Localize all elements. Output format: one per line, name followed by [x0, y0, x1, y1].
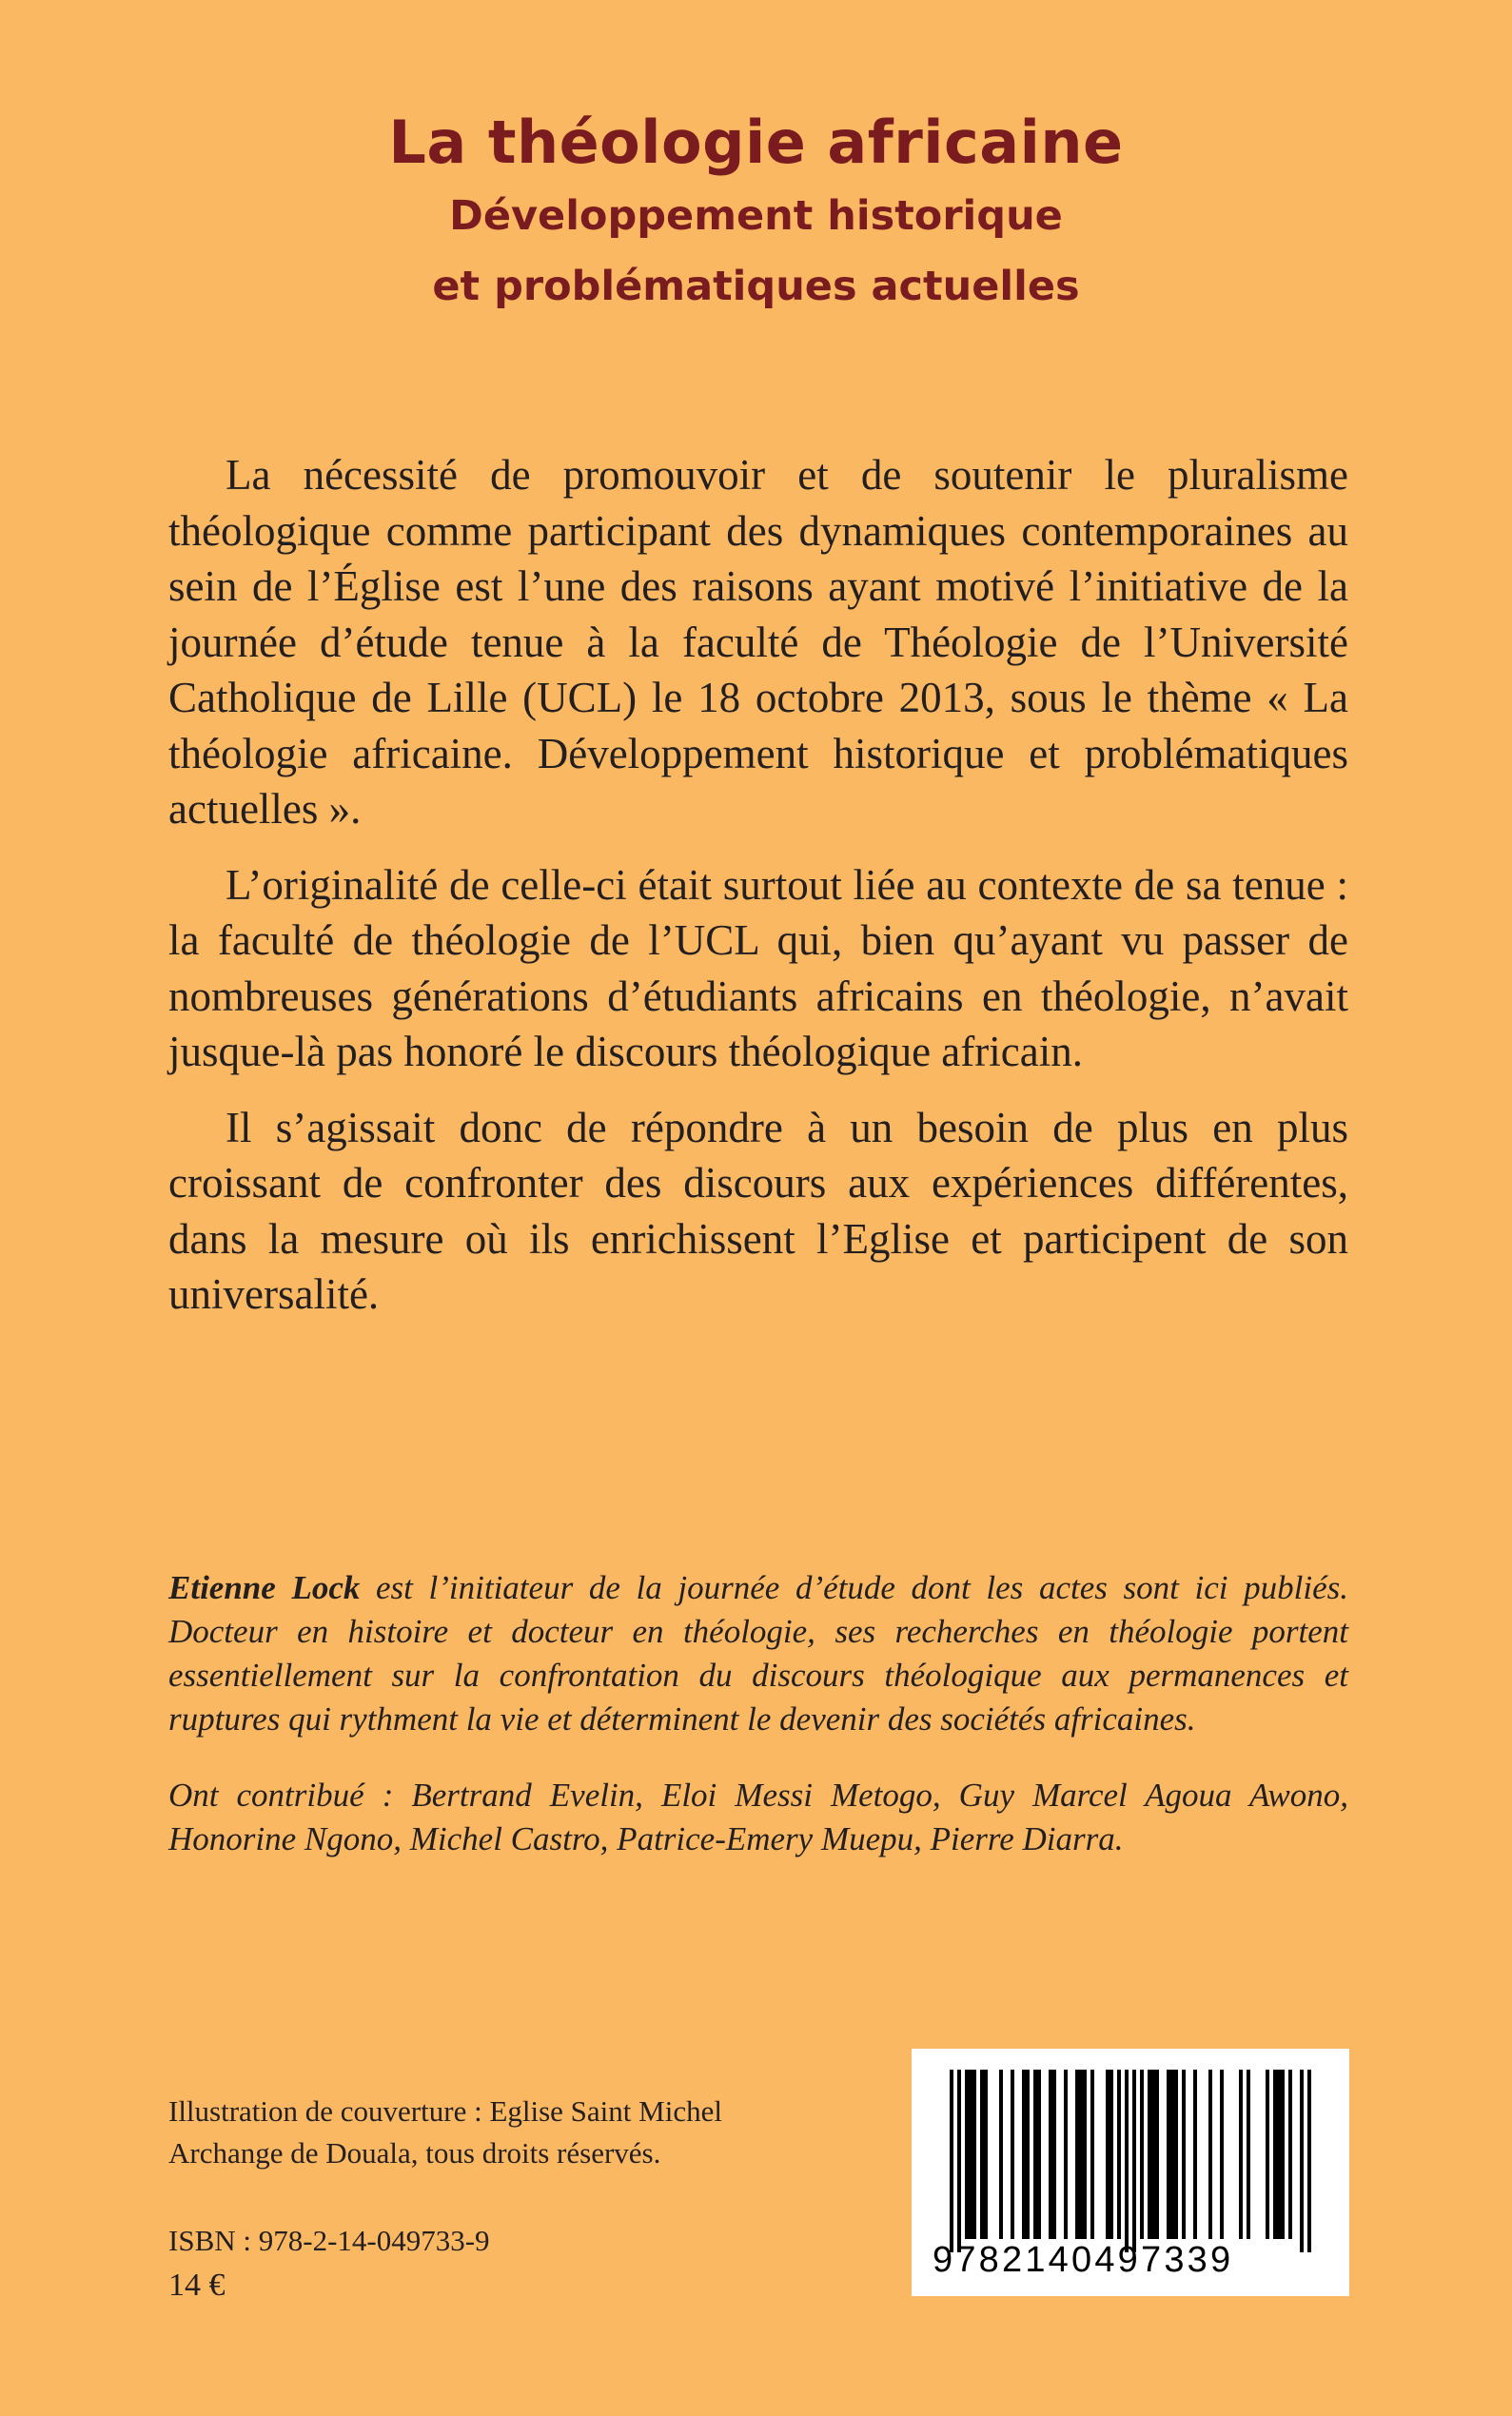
barcode-bar [1300, 2070, 1304, 2252]
barcode-bar [1151, 2070, 1155, 2239]
barcode [912, 2049, 1349, 2296]
barcode-bar [1307, 2070, 1311, 2252]
barcode-bar [1167, 2070, 1170, 2239]
barcode-bar [1033, 2070, 1037, 2239]
barcode-bar [1117, 2070, 1121, 2239]
barcode-bar [980, 2070, 984, 2239]
book-subtitle-line-2: et problématiques actuelles [432, 263, 1080, 310]
barcode-digits: 9782140497339 [933, 2240, 1234, 2280]
barcode-bar [950, 2070, 953, 2252]
barcode-bar [984, 2070, 988, 2239]
barcode-bar [1064, 2070, 1068, 2239]
barcode-bar [1026, 2070, 1030, 2239]
barcode-bar [1281, 2070, 1285, 2239]
barcode-bar [1083, 2070, 1087, 2239]
barcode-bar [957, 2070, 961, 2252]
barcode-bar [1193, 2070, 1197, 2239]
barcode-bar [969, 2070, 972, 2239]
blurb-paragraph-3: Il s’agissait donc de répondre à un besoin de plus en plus croissant de confronter des discours aux expériences différentes, dans la mesure où ils enrichissent l’Eglise et participent de son universalité. [168, 1103, 1348, 1318]
author-bio [168, 1566, 1348, 1741]
barcode-bar [1109, 2070, 1113, 2239]
barcode-bar [1239, 2070, 1243, 2239]
barcode-bar [1132, 2070, 1136, 2252]
barcode-bar [1266, 2070, 1269, 2239]
contributors: Ont contribué : Bertrand Evelin, Eloi Messi Metogo, Guy Marcel Agoua Awono, Honorine Ngono, Michel Castro, Patrice-Emery Muepu, Pierre Diarra. [168, 1777, 1348, 1857]
barcode-bar [1170, 2070, 1174, 2239]
barcode-bar [1079, 2070, 1083, 2239]
barcode-bar [1288, 2070, 1292, 2239]
barcode-bar [1220, 2070, 1224, 2239]
barcode-bar [1011, 2070, 1014, 2239]
illustration-credit-line-2: Archange de Douala, tous droits réservés. [168, 2136, 661, 2170]
barcode-bar [1037, 2070, 1041, 2239]
title-block [0, 105, 1512, 322]
barcode-bar [1277, 2070, 1281, 2239]
barcode-bar [1148, 2070, 1151, 2239]
book-title: La théologie africaine [388, 108, 1124, 177]
illustration-credit [168, 2091, 835, 2174]
blurb-paragraph-2: L’originalité de celle-ci était surtout liée au contexte de sa tenue : la faculté de théologie de l’UCL qui, bien qu’ayant vu passer de nombreuses générations d’étudiants africains en théologie, n’avait jusque-là pas honoré le discours théologique africain. [168, 860, 1348, 1075]
barcode-bar [1090, 2070, 1094, 2239]
barcode-bar [1182, 2070, 1186, 2239]
barcode-bar [1052, 2070, 1056, 2239]
author-name: Etienne Lock [168, 1569, 361, 1606]
barcode-bar [1075, 2070, 1079, 2239]
book-subtitle-line-1: Développement historique [449, 192, 1063, 240]
barcode-bar [1273, 2070, 1277, 2239]
author-bio-text: est l’initiateur de la journée d’étude dont les actes sont ici publiés. Docteur en histoire et docteur en théologie, ses recherches en théologie portent essentiellement sur la confrontation du discours théologique aux permanences et ruptures qui rythment la vie et déterminent le devenir des sociétés africaines. [168, 1569, 1348, 1738]
barcode-bar [1208, 2070, 1212, 2239]
barcode-bar [1155, 2070, 1159, 2239]
barcode-bar [999, 2070, 1003, 2239]
author-section [168, 1566, 1348, 1894]
barcode-bar [1140, 2070, 1144, 2239]
barcode-bar [1022, 2070, 1026, 2239]
barcode-bar [1125, 2070, 1129, 2252]
blurb-paragraph-1: La nécessité de promouvoir et de soutenir le pluralisme théologique comme participant des dynamiques contemporaines au sein de l’Église est l’une des raisons ayant motivé l’initiative de la journée d’étude tenue à la faculté de Théologie de l’Université Catholique de Lille (UCL) le 18 octobre 2013, sous le thème « La théologie africaine. Développement historique et problématiques actuelles ». [168, 451, 1348, 833]
illustration-credit-line-1: Illustration de couverture : Eglise Saint Michel [168, 2094, 722, 2128]
barcode-bar [1049, 2070, 1052, 2239]
barcode-bar [1174, 2070, 1178, 2239]
barcode-bar [965, 2070, 969, 2239]
price: 14 € [168, 2268, 226, 2303]
isbn: ISBN : 978-2-14-049733-9 [168, 2224, 490, 2257]
blurb [168, 447, 1348, 1343]
barcode-bar [972, 2070, 976, 2239]
barcode-bar [1247, 2070, 1250, 2239]
barcode-bar [1106, 2070, 1109, 2239]
